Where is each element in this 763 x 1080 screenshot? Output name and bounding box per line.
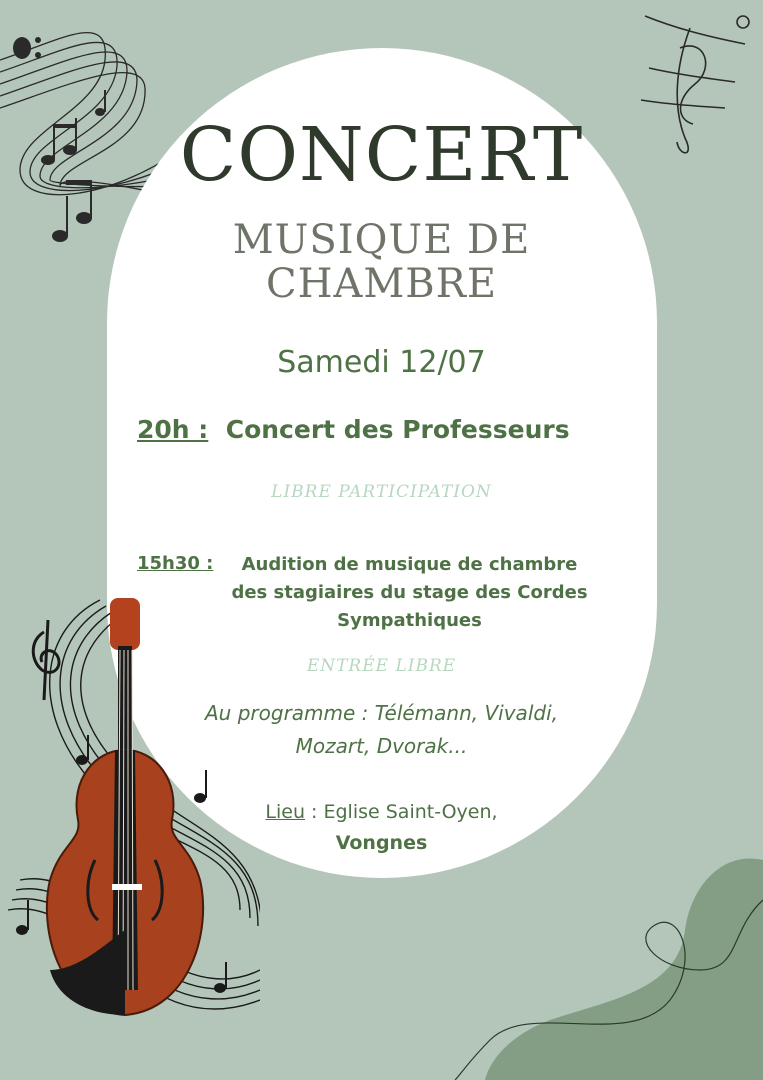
venue-name: : Eglise Saint-Oyen, <box>305 801 498 823</box>
event-2-line-1: Audition de musique de chambre <box>241 554 578 575</box>
concert-date: Samedi 12/07 <box>277 345 486 380</box>
event-2-description <box>212 551 607 635</box>
decorative-wave-icon <box>430 850 763 1080</box>
event-1-note: LIBRE PARTICIPATION <box>271 482 492 502</box>
program-line-1: Au programme : Télémann, Vivaldi, <box>205 701 558 725</box>
event-2-line-2: des stagiaires du stage des Cordes <box>231 582 588 603</box>
event-2-line-3: Sympathiques <box>337 610 482 631</box>
event-2-note: ENTRÉE LIBRE <box>306 656 457 676</box>
event-1 <box>137 415 570 444</box>
program <box>0 697 763 763</box>
event-2-time: 15h30 : <box>137 553 214 574</box>
venue-town: Vongnes <box>335 832 428 854</box>
subtitle-line-2: CHAMBRE <box>265 261 498 307</box>
venue <box>0 797 763 859</box>
program-line-2: Mozart, Dvorak... <box>295 734 468 758</box>
event-1-title: Concert des Professeurs <box>225 415 570 444</box>
venue-label: Lieu <box>265 801 306 823</box>
event-1-time: 20h : <box>137 415 209 444</box>
subtitle-line-1: MUSIQUE DE <box>232 217 531 263</box>
poster-title: CONCERT <box>179 112 584 198</box>
poster-subtitle <box>0 218 763 306</box>
